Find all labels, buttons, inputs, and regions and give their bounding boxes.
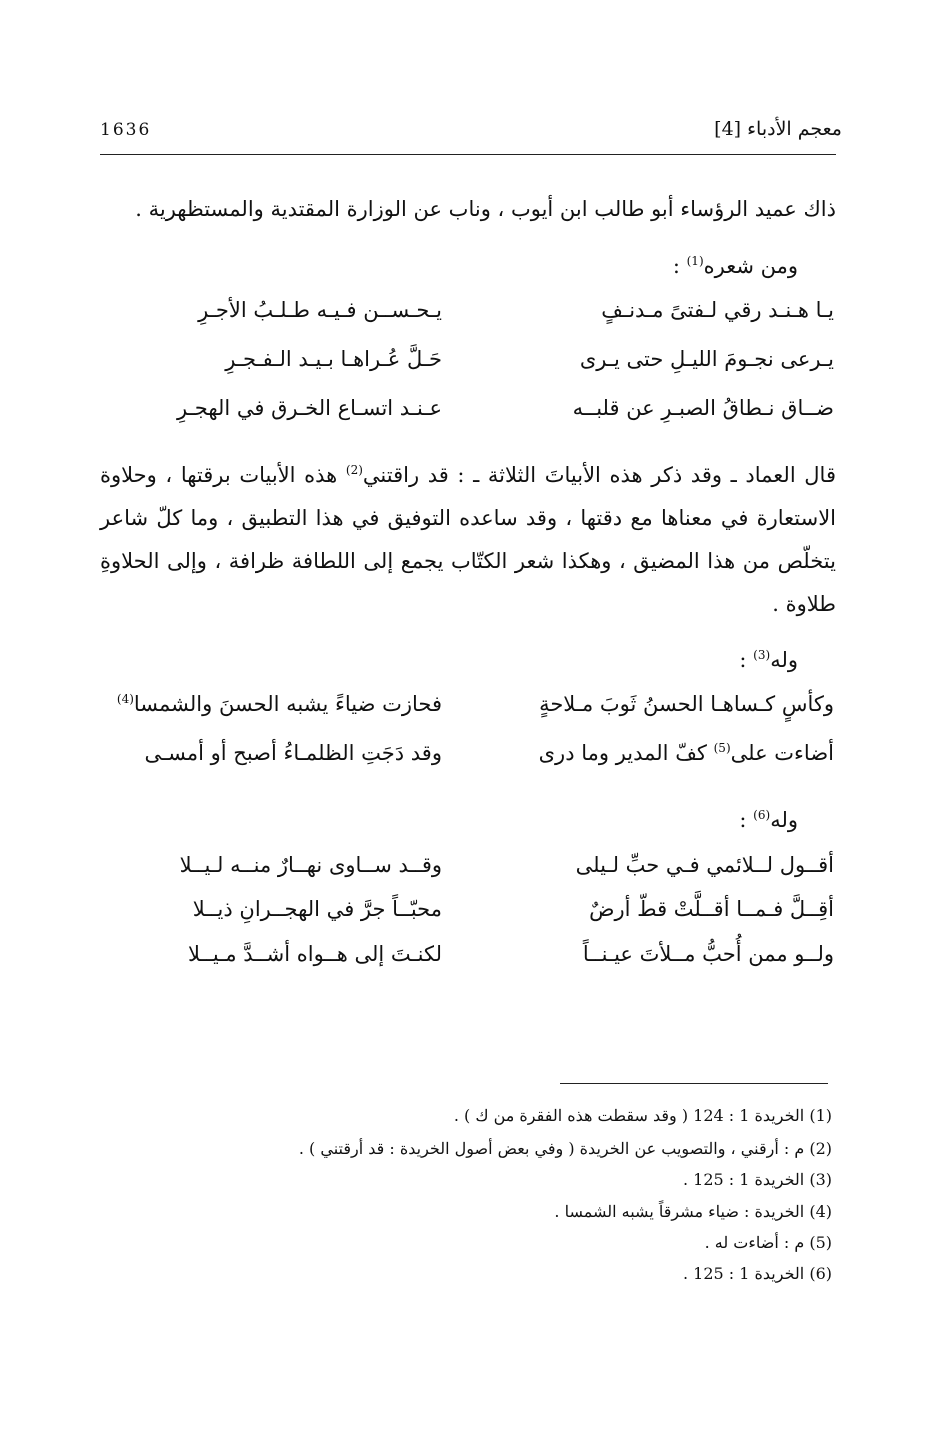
footnote-6: (6) الخريدة 1 : 125 . bbox=[682, 1264, 832, 1283]
verse-second-hemistich: لكنـتَ إلى هــواه أشــدَّ مـيــلا bbox=[188, 942, 442, 966]
verse-first-hemistich: أقــول لــلائمي فـي حبِّ لـيلى bbox=[575, 853, 834, 877]
verse-second-hemistich: حَـلَّ عُـراهـا بـيـد الـفـجـرِ bbox=[225, 347, 442, 371]
footnote-ref-6: (6) bbox=[753, 808, 771, 822]
verse-first-hemistich: يـرعى نجـومَ الليـلِ حتى يـرى bbox=[579, 347, 834, 371]
footnote-2: (2) م : أرقني ، والتصويب عن الخريدة ( وفي بعض أصول الخريدة : قد أرقتني ) . bbox=[298, 1139, 832, 1158]
poem2-verse-2 bbox=[0, 741, 944, 781]
poem3-verse-3 bbox=[0, 942, 944, 982]
footnote-4: (4) الخريدة : ضياء مشرقاً يشبه الشمسا . bbox=[554, 1202, 832, 1221]
verse-first-hemistich: يـا هـنـد رقي لـفتىً مـدنـفٍ bbox=[601, 298, 834, 322]
verse-second-hemistich: يـحـســن فـيـه طـلـبُ الأجـرِ bbox=[198, 298, 442, 322]
verse-second-hemistich: محبّــاً جرَّ في الهجــرانِ ذيــلا bbox=[192, 897, 442, 921]
footnote-rule bbox=[560, 1083, 828, 1084]
footnote-ref-3: (3) bbox=[753, 648, 771, 662]
verse-second-hemistich: وقــد ســاوى نهــارٌ منــه لـيــلا bbox=[179, 853, 442, 877]
verse-second-hemistich: وقد دَجَتِ الظلمـاءُ أصبح أو أمسـى bbox=[144, 741, 442, 765]
poem1-verse-3 bbox=[0, 396, 944, 436]
poem1-intro: ومن شعره$^{(1)}$ : bbox=[672, 254, 798, 278]
verse-first-hemistich: وكأسٍ كـساهـا الحسنُ ثَوبَ مـلاحةٍ bbox=[539, 692, 834, 716]
running-title: معجم الأدباء [4] bbox=[714, 118, 842, 140]
footnote-ref-4: (4) bbox=[116, 692, 134, 706]
poem3-verse-2 bbox=[0, 897, 944, 937]
poem3-intro: وله$^{(6)}$ : bbox=[739, 808, 798, 832]
poem2-intro: وله$^{(3)}$ : bbox=[739, 648, 798, 672]
verse-first-hemistich: أضاءت على$^{(5)}$ كفّ المدير وما درى bbox=[538, 741, 834, 765]
footnote-3: (3) الخريدة 1 : 125 . bbox=[682, 1170, 832, 1189]
verse-second-hemistich: عـنـد اتسـاع الخـرق في الهجـرِ bbox=[177, 396, 442, 420]
commentary-paragraph: قال العماد ـ وقد ذكر هذه الأبياتَ الثلاثة ـ : قد راقتني$^{(2)}$ هذه الأبيات برقتها ، وحلاوة الاستعارة في معناها مع دقتها ، وقد ساعده التوفيق في هذا التطبيق ، وما كلّ شاعر يتخلّص من هذا المضيق ، وهكذا شعر الكتّاب يجمع إلى اللطافة ظرافة ، وإلى الحلاوةِ طلاوة . bbox=[100, 463, 836, 616]
footnote-1: (1) الخريدة 1 : 124 ( وقد سقطت هذه الفقرة من ك ) . bbox=[453, 1106, 832, 1125]
poem1-verse-2 bbox=[0, 347, 944, 387]
poem2-verse-1 bbox=[0, 692, 944, 732]
footnote-ref-2: (2) bbox=[345, 463, 363, 477]
footnote-5: (5) م : أضاءت له . bbox=[704, 1233, 832, 1252]
opening-paragraph: ذاك عميد الرؤساء أبو طالب ابن أيوب ، وناب عن الوزارة المقتدية والمستظهرية . bbox=[135, 197, 836, 221]
verse-first-hemistich: ضــاق نـطاقُ الصبـرِ عن قلبــه bbox=[572, 396, 834, 420]
header-rule bbox=[100, 154, 836, 155]
poem3-verse-1 bbox=[0, 853, 944, 893]
verse-first-hemistich: ولــو ممن أُحبُّ مــلأتَ عيـنــاً bbox=[582, 942, 834, 966]
verse-second-hemistich: فحازت ضياءً يشبه الحسنَ والشمسا$^{(4)}$ bbox=[116, 692, 442, 716]
footnote-ref-1: (1) bbox=[686, 254, 704, 268]
verse-first-hemistich: أقِــلَّ فـمــا أقــلَّتْ قطّ أرضٌ bbox=[589, 897, 834, 921]
poem1-verse-1 bbox=[0, 298, 944, 338]
page-number: 1636 bbox=[100, 120, 152, 140]
footnote-ref-5: (5) bbox=[713, 741, 731, 755]
